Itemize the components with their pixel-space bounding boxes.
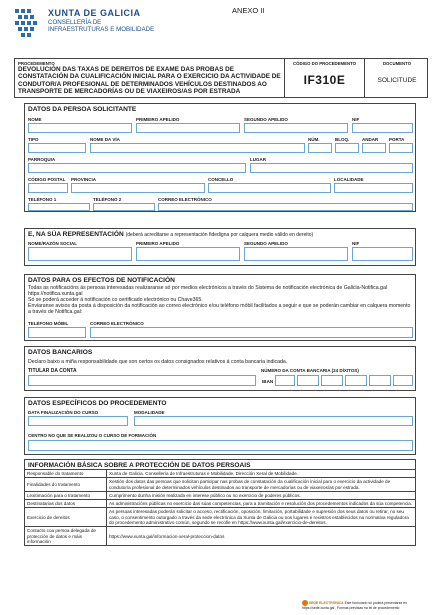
bank-section bbox=[24, 346, 416, 391]
notif-email-label: CORREO ELECTRÓNICO bbox=[90, 321, 144, 326]
notification-line-3: Enviaranse avisos da posta á disposición da notificación ao correo electrónico e/ou teléfono móbil facilitados a seguir e que se poderán cambiar en calquera momento a través de Notifica.gal: bbox=[28, 303, 411, 316]
procedure-code-cell bbox=[285, 59, 365, 97]
privacy-header bbox=[24, 459, 416, 469]
privacy-row bbox=[25, 491, 416, 499]
applicant-title: DATOS DA PERSOA SOLICITANTE bbox=[28, 106, 137, 113]
account-label: NÚMERO DA CONTA BANCARIA (24 DÍXITOS) bbox=[261, 368, 359, 373]
privacy-key: Destinatarias dos datos bbox=[25, 500, 107, 508]
xunta-logo-icon bbox=[14, 8, 44, 38]
privacy-row bbox=[25, 500, 416, 508]
document-cell bbox=[365, 59, 429, 97]
document-value: SOLICITUDE bbox=[377, 77, 417, 84]
place-label: LUGAR bbox=[250, 157, 266, 162]
door-input[interactable] bbox=[389, 143, 413, 153]
second-surname-input[interactable] bbox=[244, 123, 348, 133]
privacy-value: As administracións públicas no exercicio das súas competencias, para a tramitación e resolución dos procedementos indicados da súa competencia. bbox=[107, 500, 416, 508]
phone2-label: TELÉFONO 2 bbox=[93, 197, 122, 202]
parish-input[interactable] bbox=[28, 163, 246, 173]
block-label: BLOQ. bbox=[335, 137, 350, 142]
representative-title-text: E, NA SÚA REPRESENTACIÓN bbox=[28, 231, 124, 238]
mobile-input[interactable] bbox=[28, 327, 86, 338]
procedure-title: DEVOLUCIÓN DAS TAXAS DE DEREITOS DE EXAME DAS PROBAS DE CONSTATACIÓN DA CUALIFICACIÓN INICIAL PARA O EXERCICIO DA ACTIVIDADE DE CONDUTOR/A PROFESIONAL DE DETERMINADOS VEHÍCULOS DESTINADOS AO TRANSPORTE DE MERCADORÍAS OU DE VIAXEIROS/AS POR ESTRADA bbox=[18, 66, 281, 95]
iban-check-input[interactable] bbox=[275, 375, 295, 386]
course-end-date-input[interactable] bbox=[28, 416, 128, 426]
nome-input[interactable] bbox=[28, 123, 132, 133]
privacy-value: Xunta de Galicia. Consellería de Infraestruturas e Mobilidade. Dirección Xeral de Mobilidade. bbox=[107, 470, 416, 478]
privacy-row bbox=[25, 508, 416, 527]
rep-first-surname-input[interactable] bbox=[136, 247, 240, 261]
training-center-input[interactable] bbox=[28, 440, 413, 451]
course-end-date-label: DATA FINALIZACIÓN DO CURSO bbox=[28, 410, 99, 415]
door-label: PORTA bbox=[389, 137, 405, 142]
notif-email-input[interactable] bbox=[90, 327, 413, 338]
notification-line-1: Todas as notificacións ás persoas interesadas realizaranse só por medios electrónicos a través do Sistema de notificación electrónica de Galicia-Notifica.gal https://notifica.xunta.gal bbox=[28, 285, 387, 298]
footer-lead: SEDE ELECTRÓNICA bbox=[308, 600, 344, 605]
nif-label: NIF bbox=[352, 117, 360, 122]
floor-label: ANDAR bbox=[362, 137, 379, 142]
mobile-label: TELÉFONO MÓBIL bbox=[28, 321, 69, 326]
privacy-row bbox=[25, 527, 416, 546]
specific-section bbox=[24, 397, 416, 455]
privacy-value: As persoas interesadas poderán solicitar o acceso, rectificación, oposición, limitación, portabilidade e supresión dos seus datos ou retirar, no seu caso, o consentimento outorgado a través da sede electrónica da Xunta de Galicia ou nos lugares e rexistros establecidos na normativa reguladora do procedemento administrativo común, segundo se recolle en https://www.xunta.gal/exercicio-de-dereitos. bbox=[107, 508, 416, 527]
privacy-key: Exercicio de dereitos bbox=[25, 508, 107, 527]
annex-label: ANEXO II bbox=[232, 6, 265, 15]
rep-nif-input[interactable] bbox=[352, 247, 413, 261]
representative-note: (deberá acreditarse a representación fidedigna por calquera medio válido en dereito) bbox=[125, 232, 314, 238]
holder-label: TITULAR DA CONTA bbox=[28, 368, 77, 374]
province-input[interactable] bbox=[71, 183, 205, 193]
training-center-label: CENTRO NO QUE SE REALIZOU O CURSO DE FORMACIÓN bbox=[28, 433, 157, 438]
logo-subtitle: CONSELLERÍA DE INFRAESTRUTURAS E MOBILIDADE bbox=[48, 19, 155, 34]
privacy-value: Cumprimento dunha misión realizada en interese público ou no exercicio de poderes públicos. bbox=[107, 491, 416, 499]
bank-declaration: Declaro baixo a miña responsabilidade que son certos os datos consignados relativos á conta bancaria indicada. bbox=[28, 359, 288, 365]
privacy-table bbox=[24, 469, 416, 546]
place-input[interactable] bbox=[250, 163, 413, 173]
iban-label: IBAN bbox=[262, 379, 274, 384]
privacy-title: INFORMACIÓN BÁSICA SOBRE A PROTECCIÓN DE DATOS PERSOAIS bbox=[28, 462, 251, 469]
street-name-input[interactable] bbox=[90, 143, 305, 153]
privacy-row bbox=[25, 478, 416, 492]
email-label: CORREO ELECTRÓNICO bbox=[158, 197, 212, 202]
modality-input[interactable] bbox=[134, 416, 413, 426]
privacy-value: https://www.xunta.gal/informacion-xeral-proteccion-datos bbox=[107, 527, 416, 546]
account-part1-input[interactable] bbox=[369, 375, 391, 386]
number-input[interactable] bbox=[308, 143, 332, 153]
floor-input[interactable] bbox=[362, 143, 386, 153]
applicant-section bbox=[24, 103, 416, 212]
privacy-key: Lexitimación para o tratamento bbox=[25, 491, 107, 499]
representative-title bbox=[25, 229, 415, 238]
bank-title: DATOS BANCARIOS bbox=[28, 349, 93, 356]
phone2-input[interactable] bbox=[93, 203, 155, 211]
procedure-code-label: CÓDIGO DO PROCEDEMENTO bbox=[293, 61, 356, 66]
privacy-value: Xestión dos datos das persoas que solicitan participar nas probas de constatación da cualificación inicial para o exercicio da actividade de condutor/a profesional de determinados vehículos destinados ao transporte de mercadorías ou de viaxeiros/as por estrada. bbox=[107, 478, 416, 492]
first-surname-input[interactable] bbox=[136, 123, 240, 133]
page-header bbox=[14, 6, 428, 58]
procedure-box bbox=[14, 58, 428, 98]
logo-title: XUNTA DE GALICIA bbox=[48, 8, 141, 18]
first-surname-label: PRIMEIRO APELIDO bbox=[136, 117, 180, 122]
rep-first-surname-label: PRIMEIRO APELIDO bbox=[136, 241, 180, 246]
nif-input[interactable] bbox=[352, 123, 413, 133]
procedure-cell bbox=[15, 59, 285, 97]
privacy-row bbox=[25, 470, 416, 478]
procedure-label: PROCEDEMENTO bbox=[18, 61, 55, 66]
representative-section bbox=[24, 228, 416, 266]
bank-dc-input[interactable] bbox=[345, 375, 367, 386]
specific-title: DATOS ESPECÍFICOS DO PROCEDEMENTO bbox=[28, 400, 167, 407]
locality-input[interactable] bbox=[334, 183, 413, 193]
phone1-label: TELÉFONO 1 bbox=[28, 197, 57, 202]
privacy-key: Finalidades do tratamento bbox=[25, 478, 107, 492]
account-part2-input[interactable] bbox=[393, 375, 413, 386]
notification-title: DATOS PARA OS EFECTOS DE NOTIFICACIÓN bbox=[28, 277, 175, 284]
procedure-code-value: IF310E bbox=[303, 73, 346, 87]
document-label: DOCUMENTO bbox=[382, 61, 412, 66]
parish-label: PARROQUIA bbox=[28, 157, 56, 162]
footer-text: Este formulario só poderá presentarse en https://sede.xunta.gal . Formas previstas na lei de procedemento bbox=[302, 600, 407, 610]
street-type-label: TIPO bbox=[28, 137, 39, 142]
postal-code-label: CÓDIGO POSTAL bbox=[28, 177, 66, 182]
rep-nif-label: NIF bbox=[352, 241, 360, 246]
modality-label: MODALIDADE bbox=[134, 410, 165, 415]
privacy-key: Contacto coa persoa delegada de protección de datos e máis información bbox=[25, 527, 107, 546]
footer-note bbox=[302, 600, 432, 610]
rep-second-surname-label: SEGUNDO APELIDO bbox=[244, 241, 288, 246]
privacy-key: Responsable do tratamento bbox=[25, 470, 107, 478]
holder-input[interactable] bbox=[28, 375, 256, 386]
council-label: CONCELLO bbox=[208, 177, 234, 182]
nome-label: NOME bbox=[28, 117, 42, 122]
locality-label: LOCALIDADE bbox=[334, 177, 364, 182]
notification-line-2: Só se poderá acceder á notificación co certificado electrónico ou Chave365. bbox=[28, 297, 203, 303]
company-name-label: NOME/RAZÓN SOCIAL bbox=[28, 241, 77, 246]
email-input[interactable] bbox=[158, 203, 413, 211]
postal-code-input[interactable] bbox=[28, 183, 68, 193]
bank-office-input[interactable] bbox=[321, 375, 343, 386]
street-name-label: NOME DA VÍA bbox=[90, 137, 120, 142]
rep-second-surname-input[interactable] bbox=[244, 247, 348, 261]
company-name-input[interactable] bbox=[28, 247, 132, 261]
street-type-input[interactable] bbox=[28, 143, 86, 153]
phone1-input[interactable] bbox=[28, 203, 90, 211]
bank-entity-input[interactable] bbox=[297, 375, 319, 386]
notification-section bbox=[24, 274, 416, 341]
number-label: NÚM. bbox=[308, 137, 320, 142]
council-input[interactable] bbox=[208, 183, 331, 193]
province-label: PROVINCIA bbox=[71, 177, 97, 182]
second-surname-label: SEGUNDO APELIDO bbox=[244, 117, 288, 122]
block-input[interactable] bbox=[335, 143, 359, 153]
